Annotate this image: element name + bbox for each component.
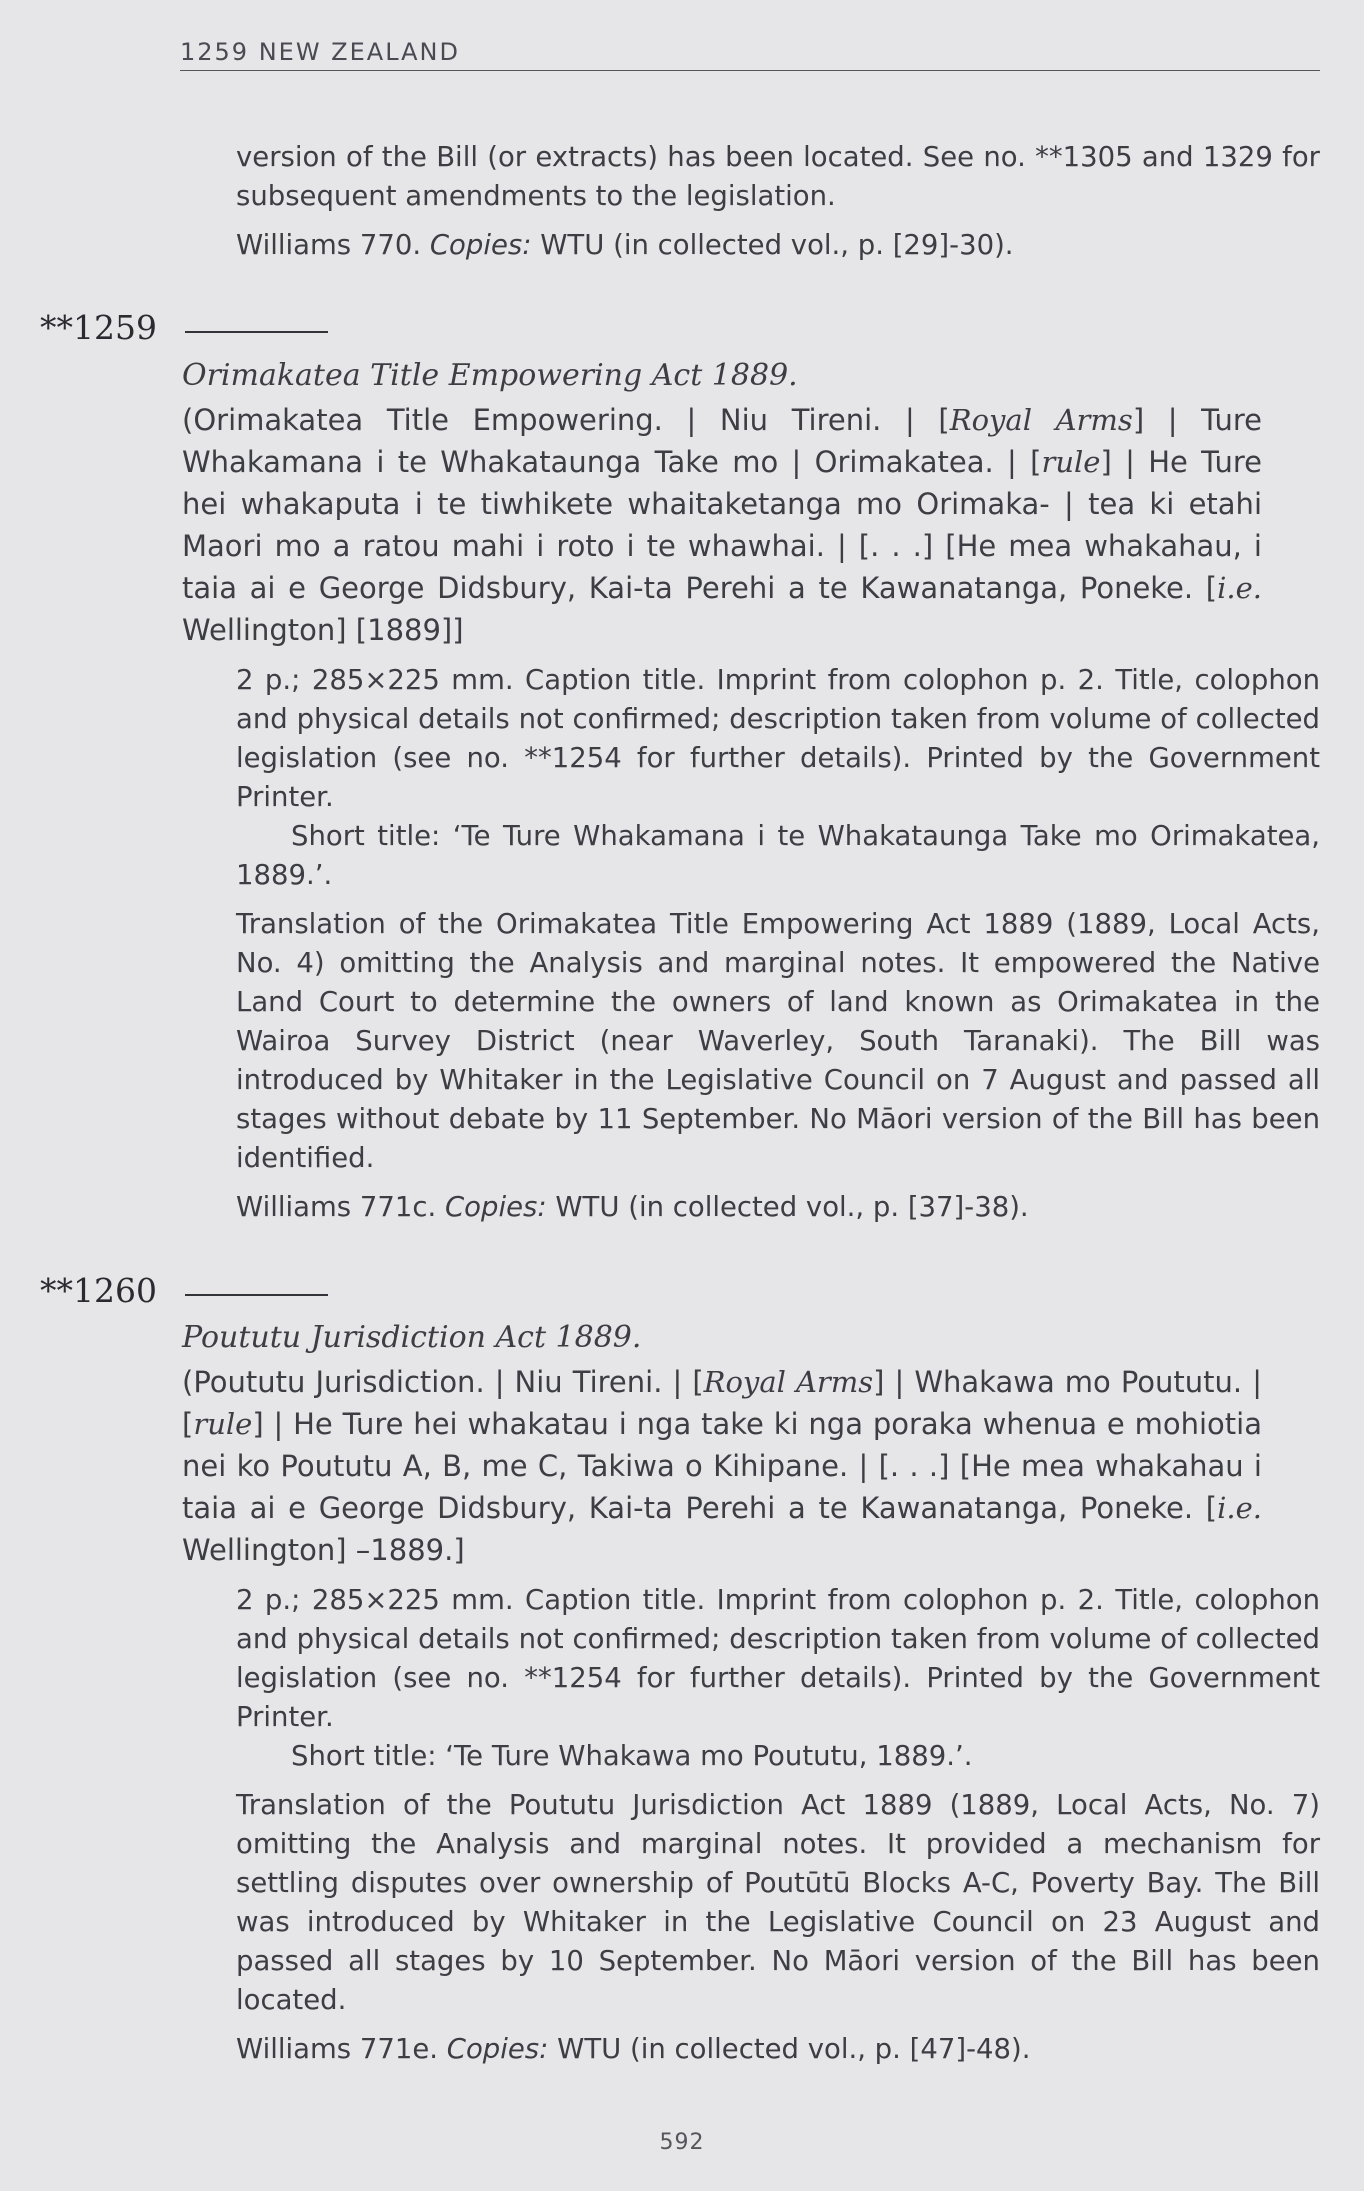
transcription-text: ] | Ture Whakamana i te Whakataunga Take mo | Orimakatea. | [: [182, 403, 1262, 479]
copies-label: Copies:: [429, 229, 532, 261]
williams-ref: Williams 770.: [236, 229, 422, 261]
transcription-italic: rule: [1041, 445, 1101, 479]
entry-number: **1260: [40, 1271, 157, 1310]
physical-description: 2 p.; 285×225 mm. Caption title. Imprint from colophon p. 2. Title, colophon and physical details not confirmed; description taken from volume of collected legislation (see no. **1254 for further details). Printed by the Government Printer.: [236, 1584, 1320, 1733]
copies-text: WTU (in collected vol., p. [47]-48).: [557, 2033, 1031, 2065]
transcription-text: Wellington] –1889.]: [182, 1533, 465, 1567]
transcription-text: ] | He Ture hei whakatau i nga take ki nga poraka whenua e mohiotia nei ko Poututu A, B, me C, Takiwa o Kihipane. | [. . .] [He mea whakahau i taia ai e George Didsbury, Kai-ta Perehi a te Kawanatanga, Poneke. [: [182, 1407, 1262, 1525]
transcription-text: (Poututu Jurisdiction. | Niu Tireni. | [: [182, 1365, 704, 1399]
transcription-text: ] | Whakawa mo Poututu. | [: [182, 1365, 1262, 1441]
entry-williams: [236, 1188, 1320, 1227]
continuation-text: version of the Bill (or extracts) has been located. See no. **1305 and 1329 for subsequent amendments to the legislation.: [236, 141, 1320, 212]
transcription-text: Wellington] [1889]]: [182, 613, 464, 647]
physical-description: 2 p.; 285×225 mm. Caption title. Imprint from colophon p. 2. Title, colophon and physical details not confirmed; description taken from volume of collected legislation (see no. **1254 for further details). Printed by the Government Printer.: [236, 664, 1320, 813]
entry-title: Orimakatea Title Empowering Act 1889.: [182, 358, 798, 393]
entry-details: [236, 1581, 1320, 2069]
continuation-williams: [236, 226, 1320, 265]
entry-note: Translation of the Poututu Jurisdiction Act 1889 (1889, Local Acts, No. 7) omitting the Analysis and marginal notes. It provided a mechanism for settling disputes over ownership of Poutūtū Blocks A-C, Poverty Bay. The Bill was introduced by Whitaker in the Legislative Council on 23 August and passed all stages by 10 September. No Māori version of the Bill has been located.: [236, 1789, 1320, 2016]
page-number: 592: [659, 2130, 705, 2155]
transcription-italic: i.e.: [1217, 571, 1262, 605]
transcription-italic: Royal Arms: [703, 1365, 874, 1399]
short-title: Short title: ‘Te Ture Whakamana i te Whakataunga Take mo Orimakatea, 1889.’.: [236, 820, 1320, 891]
williams-ref: Williams 771c.: [236, 1191, 437, 1223]
title-transcription: [182, 1361, 1262, 1571]
copies-text: WTU (in collected vol., p. [29]-30).: [540, 229, 1014, 261]
transcription-italic: rule: [193, 1407, 253, 1441]
continuation-block: [236, 138, 1320, 265]
copies-label: Copies:: [444, 1191, 547, 1223]
copies-text: WTU (in collected vol., p. [37]-38).: [555, 1191, 1029, 1223]
entry-rule: [185, 331, 328, 333]
header-rule: [180, 70, 1320, 71]
transcription-italic: Royal Arms: [949, 403, 1133, 437]
title-transcription: [182, 399, 1262, 651]
entry-title: Poututu Jurisdiction Act 1889.: [182, 1320, 642, 1355]
copies-label: Copies:: [446, 2033, 549, 2065]
short-title: Short title: ‘Te Ture Whakawa mo Poututu, 1889.’.: [291, 1740, 973, 1772]
williams-ref: Williams 771e.: [236, 2033, 439, 2065]
transcription-italic: i.e.: [1217, 1491, 1262, 1525]
entry-details: [236, 661, 1320, 1227]
entry-note: Translation of the Orimakatea Title Empowering Act 1889 (1889, Local Acts, No. 4) omitting the Analysis and marginal notes. It empowered the Native Land Court to determine the owners of land known as Orimakatea in the Wairoa Survey District (near Waverley, South Taranaki). The Bill was introduced by Whitaker in the Legislative Council on 7 August and passed all stages without debate by 11 September. No Māori version of the Bill has been identified.: [236, 908, 1320, 1174]
entry-rule: [185, 1294, 328, 1296]
entry-williams: [236, 2030, 1320, 2069]
transcription-text: (Orimakatea Title Empowering. | Niu Tireni. | [: [182, 403, 950, 437]
transcription-text: ] | He Ture hei whakaputa i te tiwhikete whaitaketanga mo Orimaka- | tea ki etahi Maori mo a ratou mahi i roto i te whawhai. | [. . .] [He mea whakahau, i taia ai e George Didsbury, Kai-ta Perehi a te Kawanatanga, Poneke. [: [182, 445, 1262, 605]
running-head: 1259 NEW ZEALAND: [180, 38, 460, 66]
entry-number: **1259: [40, 308, 157, 347]
